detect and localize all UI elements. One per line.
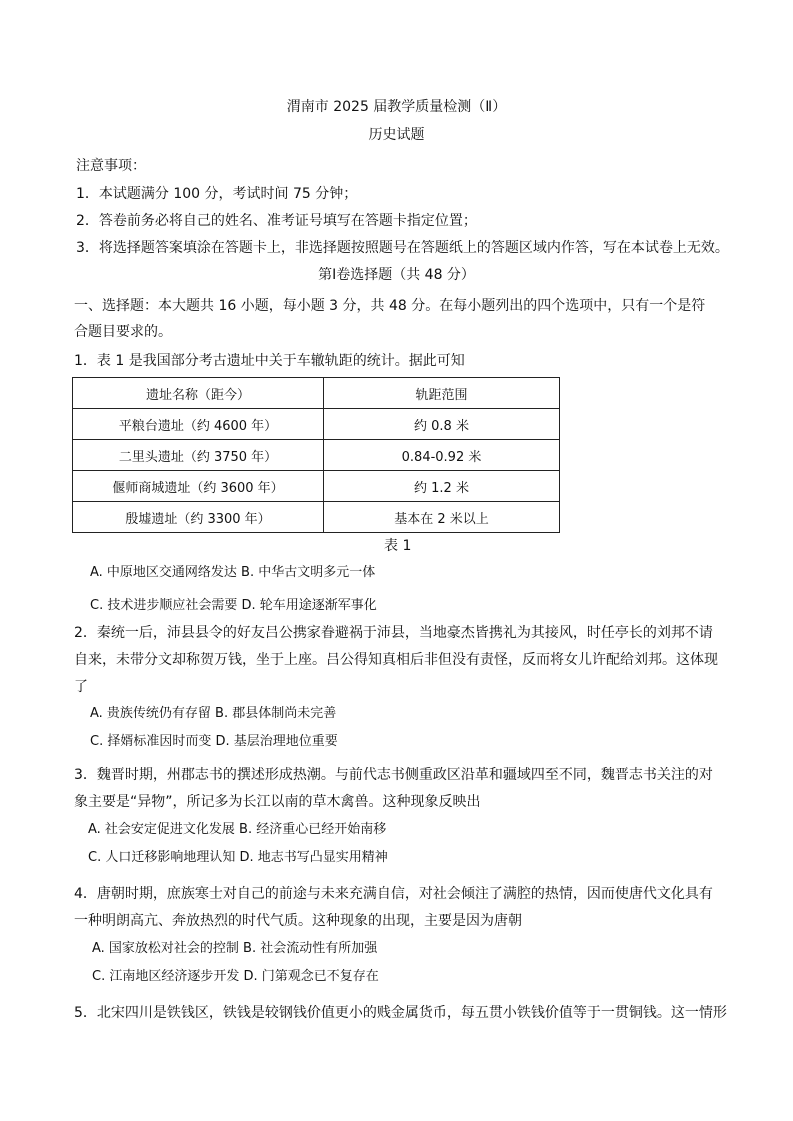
table-cell: 约 1.2 米	[324, 471, 560, 502]
question-2-stem: 2．秦统一后，沛县县令的好友吕公携家眷避祸于沛县，当地豪杰皆携礼为其接风，时任亭长的刘邦不请	[74, 625, 713, 641]
question-5-stem: 5．北宋四川是铁钱区，铁钱是较钢钱价值更小的贱金属货币，每五贯小铁钱价值等于一贯铜钱。这一情形	[74, 1005, 727, 1021]
question-4-stem: 一种明朗高亢、奔放热烈的时代气质。这种现象的出现，主要是因为唐朝	[74, 913, 522, 929]
question-3-stem: 象主要是“异物”，所记多为长江以南的草木禽兽。这种现象反映出	[74, 794, 481, 810]
question-2-options: C. 择婿标准因时而变 D. 基层治理地位重要	[90, 734, 338, 749]
exam-title: 渭南市 2025 届教学质量检测（Ⅱ）	[286, 99, 507, 115]
table-cell: 约 0.8 米	[324, 409, 560, 440]
table-cell: 偃师商城遗址（约 3600 年）	[73, 471, 324, 502]
section-instructions: 合题目要求的。	[74, 324, 172, 340]
question-2-stem: 自来，未带分文却称贺万钱，坐于上座。吕公得知真相后非但没有责怪，反而将女儿许配给刘邦。这体现	[74, 652, 718, 668]
question-1-options: C. 技术进步顺应社会需要 D. 轮车用途逐渐军事化	[90, 598, 377, 613]
table-row	[73, 409, 560, 440]
notice-heading: 注意事项：	[76, 158, 146, 174]
table-cell: 平粮台遗址（约 4600 年）	[73, 409, 324, 440]
table-row	[73, 502, 560, 533]
table-row	[73, 440, 560, 471]
question-4-stem: 4．唐朝时期，庶族寒士对自己的前途与未来充满自信，对社会倾注了满腔的热情，因而使唐代文化具有	[74, 886, 713, 902]
question-4-options: A. 国家放松对社会的控制 B. 社会流动性有所加强	[92, 941, 378, 956]
notice-item: 2．答卷前务必将自己的姓名、准考证号填写在答题卡指定位置；	[76, 213, 477, 229]
table-cell: 0.84-0.92 米	[324, 440, 560, 471]
subject-title: 历史试题	[368, 127, 425, 143]
table-header-row	[73, 378, 560, 409]
question-1-options: A. 中原地区交通网络发达 B. 中华古文明多元一体	[90, 565, 376, 580]
question-3-stem: 3．魏晋时期，州郡志书的撰述形成热潮。与前代志书侧重政区沿革和疆域四至不同，魏晋志书关注的对	[74, 767, 713, 783]
table-row	[73, 471, 560, 502]
table-header-cell: 遗址名称（距今）	[73, 378, 324, 409]
section-instructions: 一、选择题：本大题共 16 小题，每小题 3 分，共 48 分。在每小题列出的四个选项中，只有一个是符	[74, 298, 706, 314]
question-2-stem: 了	[74, 679, 88, 695]
table-cell: 殷墟遗址（约 3300 年）	[73, 502, 324, 533]
question-2-options: A. 贵族传统仍有存留 B. 郡县体制尚未完善	[90, 706, 337, 721]
question-3-options: C. 人口迁移影响地理认知 D. 地志书写凸显实用精神	[88, 850, 388, 865]
table-caption: 表 1	[384, 538, 412, 554]
table-cell: 二里头遗址（约 3750 年）	[73, 440, 324, 471]
notice-item: 1．本试题满分 100 分，考试时间 75 分钟；	[76, 186, 358, 202]
question-3-options: A. 社会安定促进文化发展 B. 经济重心已经开始南移	[88, 822, 387, 837]
question-1-stem: 1．表 1 是我国部分考古遗址中关于车辙轨距的统计。据此可知	[74, 353, 465, 369]
table-cell: 基本在 2 米以上	[324, 502, 560, 533]
rail-gauge-table	[72, 377, 560, 533]
section-title: 第Ⅰ卷选择题（共 48 分）	[318, 267, 475, 283]
question-4-options: C. 江南地区经济逐步开发 D. 门第观念已不复存在	[92, 969, 379, 984]
table-header-cell: 轨距范围	[324, 378, 560, 409]
notice-item: 3．将选择题答案填涂在答题卡上，非选择题按照题号在答题纸上的答题区域内作答，写在本试卷上无效。	[76, 240, 729, 256]
